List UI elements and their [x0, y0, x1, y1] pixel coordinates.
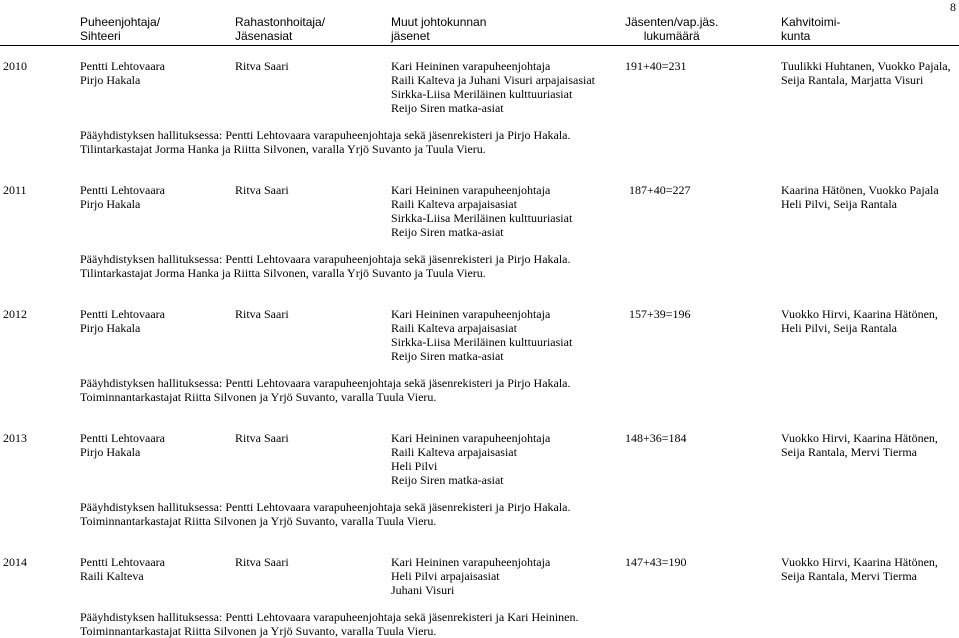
member-line: Juhani Visuri [391, 583, 455, 597]
coffee-line: Tuulikki Huhtanen, Vuokko Pajala, [781, 59, 951, 73]
coffee-line: Kaarina Hätönen, Vuokko Pajala [781, 183, 939, 197]
header-members-line: Muut johtokunnan [391, 15, 487, 29]
entry-treasurer: Ritva Saari [235, 59, 289, 73]
entry-count: 187+40=227 [629, 183, 691, 197]
member-line: Reijo Siren matka-asiat [391, 473, 504, 487]
note-line: Pääyhdistyksen hallituksessa: Pentti Lehtovaara varapuheenjohtaja sekä jäsenrekisteri ja Pirjo Hakala. [80, 376, 571, 390]
chair-name: Pentti Lehtovaara [80, 431, 165, 445]
secretary-name: Raili Kalteva [80, 569, 144, 583]
entry-members [391, 307, 572, 363]
header-chair [80, 15, 160, 43]
member-line: Kari Heininen varapuheenjohtaja [391, 431, 551, 445]
header-count-line: lukumäärä [643, 29, 700, 43]
entry-chair [80, 183, 165, 211]
coffee-line: Vuokko Hirvi, Kaarina Hätönen, [781, 307, 938, 321]
secretary-name: Pirjo Hakala [80, 321, 141, 335]
entry-notes [80, 610, 579, 638]
member-line: Kari Heininen varapuheenjohtaja [391, 59, 551, 73]
member-line: Sirkka-Liisa Meriläinen kulttuuriasiat [391, 87, 573, 101]
note-line: Toiminnantarkastajat Riitta Silvonen ja Yrjö Suvanto, varalla Tuula Vieru. [80, 390, 437, 404]
coffee-line: Vuokko Hirvi, Kaarina Hätönen, [781, 431, 938, 445]
entry-year: 2012 [3, 307, 27, 321]
header-chair-line: Puheenjohtaja/ [80, 15, 161, 29]
member-line: Kari Heininen varapuheenjohtaja [391, 307, 551, 321]
note-line: Pääyhdistyksen hallituksessa: Pentti Lehtovaara varapuheenjohtaja sekä jäsenrekisteri ja Kari Heininen. [80, 610, 579, 624]
note-line: Tilintarkastajat Jorma Hanka ja Riitta Silvonen, varalla Yrjö Suvanto ja Tuula Vieru. [80, 266, 486, 280]
entry-chair [80, 431, 165, 459]
note-line: Pääyhdistyksen hallituksessa: Pentti Lehtovaara varapuheenjohtaja sekä jäsenrekisteri ja Pirjo Hakala. [80, 252, 571, 266]
member-line: Kari Heininen varapuheenjohtaja [391, 183, 551, 197]
entry-treasurer: Ritva Saari [235, 555, 289, 569]
note-line: Toiminnantarkastajat Riitta Silvonen ja Yrjö Suvanto, varalla Tuula Vieru. [80, 624, 437, 638]
entry-coffee [781, 307, 938, 335]
member-line: Heli Pilvi [391, 459, 438, 473]
header-treasurer-line: Rahastonhoitaja/ [235, 15, 326, 29]
member-line: Raili Kalteva ja Juhani Visuri arpajaisasiat [391, 73, 595, 87]
chair-name: Pentti Lehtovaara [80, 183, 165, 197]
entry-count: 147+43=190 [625, 555, 687, 569]
note-line: Toiminnantarkastajat Riitta Silvonen ja Yrjö Suvanto, varalla Tuula Vieru. [80, 514, 437, 528]
coffee-line: Seija Rantala, Mervi Tierma [781, 569, 917, 583]
coffee-line: Heli Pilvi, Seija Rantala [781, 321, 897, 335]
entry-coffee [781, 183, 939, 211]
entry-treasurer: Ritva Saari [235, 307, 289, 321]
header-members [391, 15, 486, 43]
header-coffee [781, 15, 840, 43]
entry-year: 2010 [3, 59, 27, 73]
member-line: Sirkka-Liisa Meriläinen kulttuuriasiat [391, 335, 573, 349]
entry-chair [80, 555, 165, 583]
header-count-line: Jäsenten/vap.jäs. [625, 15, 719, 29]
secretary-name: Pirjo Hakala [80, 197, 141, 211]
entry-count: 157+39=196 [629, 307, 691, 321]
member-line: Sirkka-Liisa Meriläinen kulttuuriasiat [391, 211, 573, 225]
entry-members [391, 555, 550, 597]
member-line: Raili Kalteva arpajaisasiat [391, 197, 517, 211]
member-line: Raili Kalteva arpajaisasiat [391, 445, 517, 459]
member-line: Reijo Siren matka-asiat [391, 349, 504, 363]
coffee-line: Heli Pilvi, Seija Rantala [781, 197, 897, 211]
secretary-name: Pirjo Hakala [80, 445, 141, 459]
header-treasurer-line: Jäsenasiat [235, 29, 293, 43]
entry-notes [80, 252, 571, 280]
entry-count: 148+36=184 [625, 431, 687, 445]
header-coffee-line: Kahvitoimi- [781, 15, 841, 29]
chair-name: Pentti Lehtovaara [80, 59, 165, 73]
entry-year: 2011 [3, 183, 27, 197]
entry-chair [80, 307, 165, 335]
member-line: Heli Pilvi arpajaisasiat [391, 569, 500, 583]
entry-treasurer: Ritva Saari [235, 431, 289, 445]
entry-members [391, 183, 572, 239]
entry-notes [80, 500, 571, 528]
note-line: Pääyhdistyksen hallituksessa: Pentti Lehtovaara varapuheenjohtaja sekä jäsenrekisteri ja Pirjo Hakala. [80, 128, 571, 142]
entry-treasurer: Ritva Saari [235, 183, 289, 197]
chair-name: Pentti Lehtovaara [80, 307, 165, 321]
entry-coffee [781, 59, 951, 87]
header-count [625, 15, 718, 43]
entry-coffee [781, 555, 938, 583]
entry-coffee [781, 431, 938, 459]
entry-notes [80, 128, 571, 156]
entry-year: 2014 [3, 555, 27, 569]
entry-notes [80, 376, 571, 404]
coffee-line: Seija Rantala, Marjatta Visuri [781, 73, 924, 87]
note-line: Pääyhdistyksen hallituksessa: Pentti Lehtovaara varapuheenjohtaja sekä jäsenrekisteri ja Pirjo Hakala. [80, 500, 571, 514]
member-line: Reijo Siren matka-asiat [391, 225, 504, 239]
member-line: Reijo Siren matka-asiat [391, 101, 504, 115]
header-treasurer [235, 15, 325, 43]
header-members-line: jäsenet [391, 29, 430, 43]
entry-members [391, 431, 550, 487]
secretary-name: Pirjo Hakala [80, 73, 141, 87]
header-chair-line: Sihteeri [80, 29, 121, 43]
member-line: Raili Kalteva arpajaisasiat [391, 321, 517, 335]
coffee-line: Seija Rantala, Mervi Tierma [781, 445, 917, 459]
member-line: Kari Heininen varapuheenjohtaja [391, 555, 551, 569]
entry-chair [80, 59, 165, 87]
header-divider [0, 45, 959, 46]
note-line: Tilintarkastajat Jorma Hanka ja Riitta Silvonen, varalla Yrjö Suvanto ja Tuula Vieru. [80, 142, 486, 156]
entry-members [391, 59, 595, 115]
header-coffee-line: kunta [781, 29, 811, 43]
entry-year: 2013 [3, 431, 27, 445]
chair-name: Pentti Lehtovaara [80, 555, 165, 569]
page-number: 8 [950, 0, 956, 14]
entry-count: 191+40=231 [625, 59, 687, 73]
coffee-line: Vuokko Hirvi, Kaarina Hätönen, [781, 555, 938, 569]
